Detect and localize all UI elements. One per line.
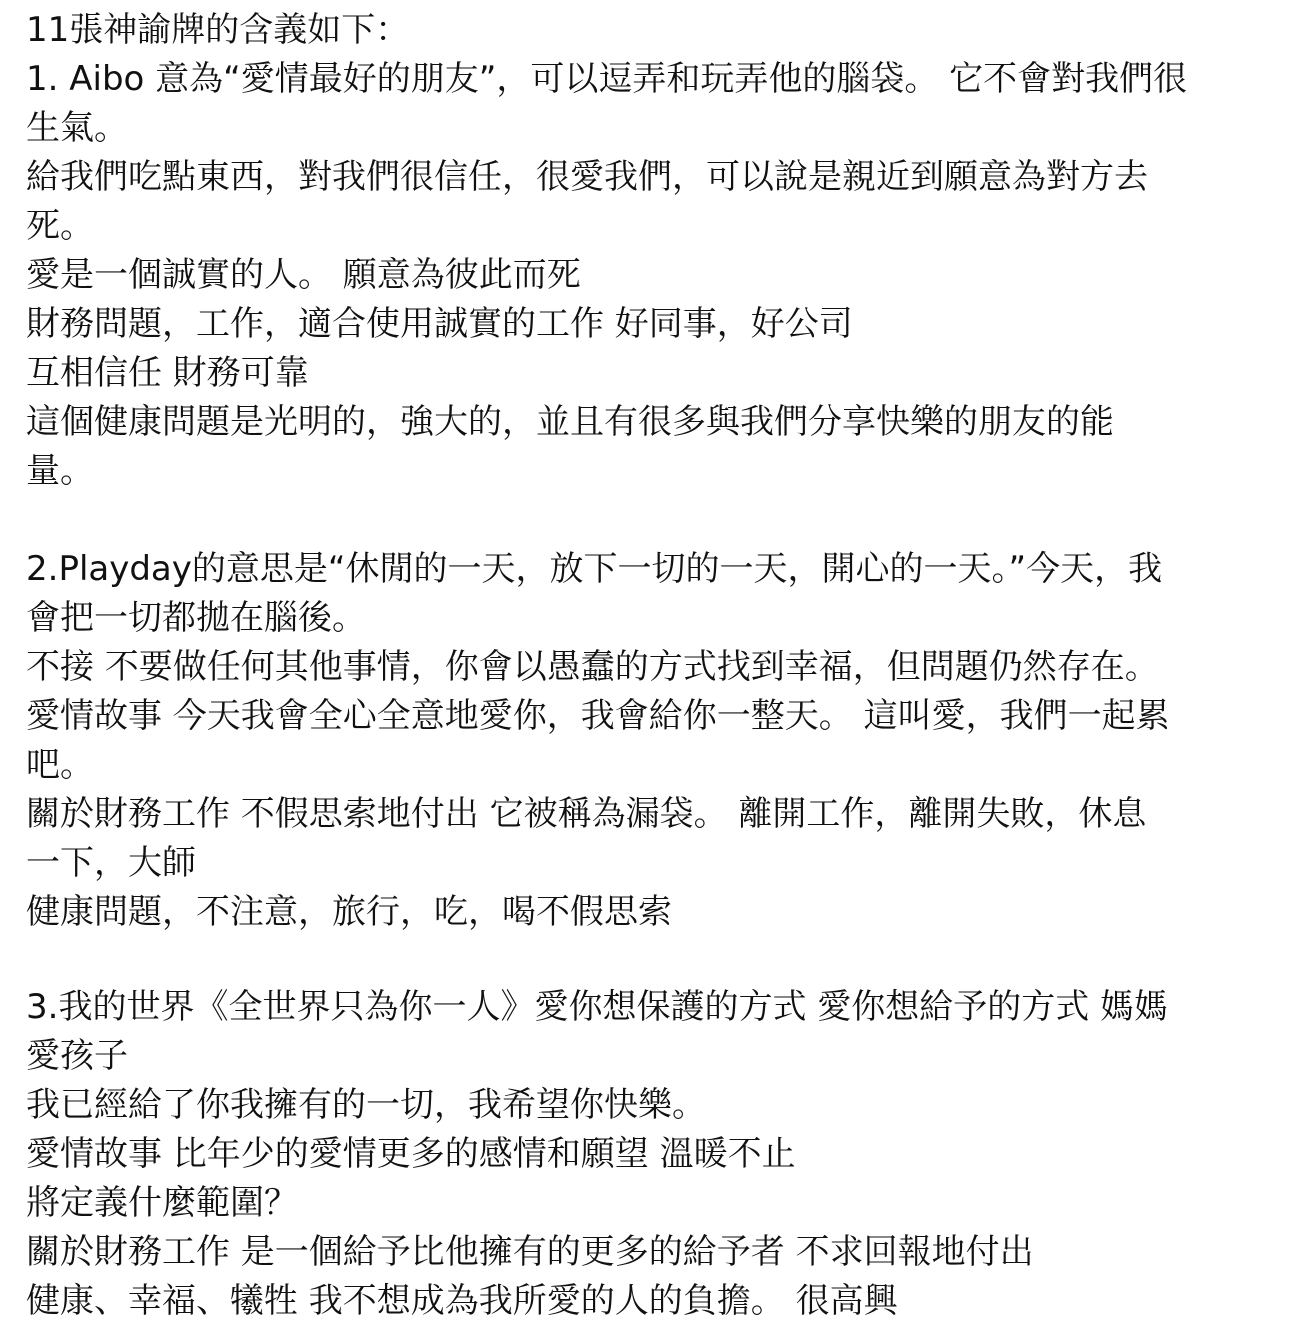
text-line: 健康問題，不注意，旅行，吃，喝不假思索 (26, 892, 672, 932)
text-line: 死。 (26, 206, 94, 246)
text-line: 愛孩子 (26, 1036, 128, 1076)
text-line: 財務問題，工作，適合使用誠實的工作 好同事，好公司 (26, 304, 853, 344)
text-line: 1. Aibo 意為“愛情最好的朋友”，可以逗弄和玩弄他的腦袋。 它不會對我們很 (26, 59, 1188, 99)
text-line: 這個健康問題是光明的，強大的，並且有很多與我們分享快樂的朋友的能 (26, 402, 1114, 442)
text-line: 生氣。 (26, 108, 128, 148)
text-line: 11張神諭牌的含義如下： (26, 10, 410, 50)
text-line: 愛情故事 比年少的愛情更多的感情和願望 溫暖不止 (26, 1134, 796, 1174)
text-line: 吧。 (26, 745, 94, 785)
text-line: 會把一切都拋在腦後。 (26, 598, 366, 638)
text-line: 愛是一個誠實的人。 願意為彼此而死 (26, 255, 581, 295)
text-line: 3.我的世界《全世界只為你一人》愛你想保護的方式 愛你想給予的方式 媽媽 (26, 987, 1169, 1027)
text-line: 關於財務工作 不假思索地付出 它被稱為漏袋。 離開工作，離開失敗，休息 (26, 794, 1147, 834)
text-line: 將定義什麼範圍？ (26, 1183, 298, 1223)
text-line: 給我們吃點東西，對我們很信任，很愛我們，可以說是親近到願意為對方去 (26, 157, 1148, 197)
text-line: 關於財務工作 是一個給予比他擁有的更多的給予者 不求回報地付出 (26, 1232, 1034, 1272)
text-line: 一下，大師 (26, 843, 196, 883)
text-line: 不接 不要做任何其他事情，你會以愚蠢的方式找到幸福，但問題仍然存在。 (26, 647, 1159, 687)
text-line: 愛情故事 今天我會全心全意地愛你，我會給你一整天。 這叫愛，我們一起累 (26, 696, 1170, 736)
text-line: 健康、幸福、犧牲 我不想成為我所愛的人的負擔。 很高興 (26, 1281, 898, 1321)
text-line: 2.Playday的意思是“休閒的一天，放下一切的一天，開心的一天。”今天，我 (26, 549, 1163, 589)
text-line: 量。 (26, 451, 94, 491)
text-line: 互相信任 財務可靠 (26, 353, 309, 393)
text-line: 我已經給了你我擁有的一切，我希望你快樂。 (26, 1085, 706, 1125)
